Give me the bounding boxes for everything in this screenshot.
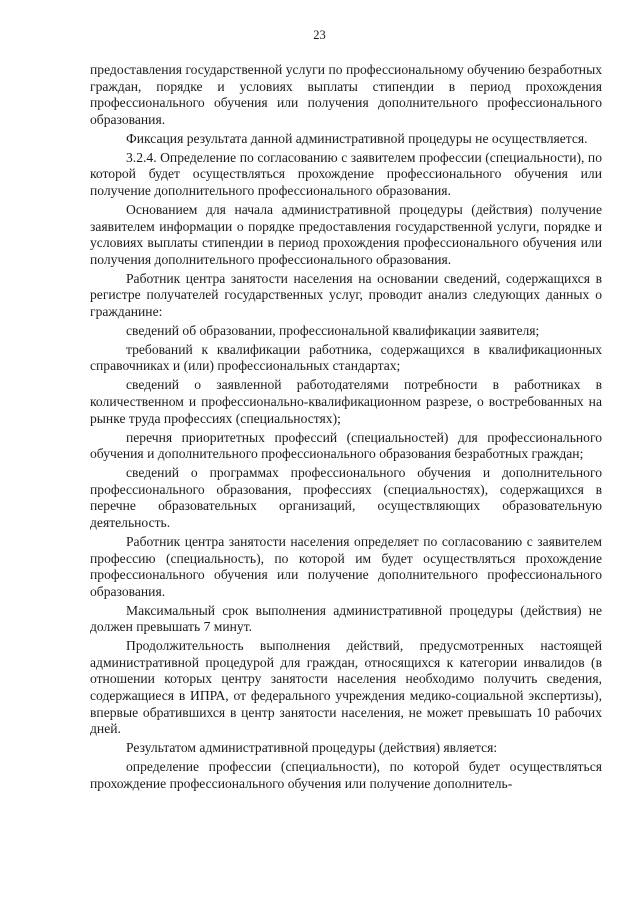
paragraph: Продолжительность выполнения действий, предусмотренных настоящей административной процедурой для граждан, относящихся к категории инвалидов (в отношении которых центру занятости населения необходимо получить сведения, содержащиеся в ИПРА, от федерального учреждения медико-социальной экспертизы), впервые обратившихся в центр занятости населения, не может превышать 10 рабочих дней. xyxy=(90,638,602,737)
section-heading-3-2-4: 3.2.4. Определение по согласованию с заявителем профессии (специальности), по которой будет осуществляться прохождение профессионального обучения или получение дополнительного профессионального образования. xyxy=(90,149,602,198)
document-body xyxy=(90,62,602,795)
paragraph: определение профессии (специальности), по которой будет осуществляться прохождение профессионального обучения или получение дополнитель- xyxy=(90,759,602,791)
list-item: сведений о программах профессионального обучения и дополнительного профессионального образования, профессиях (специальностях), содержащихся в перечне образовательных организаций, осуществляющих образовательную деятельность. xyxy=(90,465,602,530)
list-item: сведений о заявленной работодателями потребности в работниках в количественном и профессионально-квалификационном разрезе, о востребованных на рынке труда профессиях (специальностях); xyxy=(90,377,602,426)
page-number: 23 xyxy=(313,28,326,42)
paragraph: Работник центра занятости населения на основании сведений, содержащихся в регистре получателей государственных услуг, проводит анализ следующих данных о гражданине: xyxy=(90,270,602,319)
paragraph: Результатом административной процедуры (действия) является: xyxy=(126,740,498,756)
paragraph: Основанием для начала административной процедуры (действия) получение заявителем информации о порядке предоставления государственной услуги, порядке и условиях выплаты стипендии в период прохождения профессионального обучения или получения дополнительного профессионального образования. xyxy=(90,201,602,267)
paragraph: предоставления государственной услуги по профессиональному обучению безработных граждан, порядке и условиях выплаты стипендии в период прохождения профессионального обучения или получения дополнительного профессионального образования. xyxy=(90,62,602,127)
list-item: перечня приоритетных профессий (специальностей) для профессионального обучения и дополнительного профессионального образования безработных граждан; xyxy=(90,429,602,462)
paragraph: Работник центра занятости населения определяет по согласованию с заявителем профессию (специальность), по которой им будет осуществляться прохождение профессионального обучения или получение дополнительного профессионального образования. xyxy=(90,533,602,599)
list-item: требований к квалификации работника, содержащихся в квалификационных справочниках и (или) профессиональных стандартах; xyxy=(90,341,602,374)
paragraph: Максимальный срок выполнения административной процедуры (действия) не должен превышать 7 минут. xyxy=(90,602,602,635)
paragraph: Фиксация результата данной административной процедуры не осуществляется. xyxy=(126,130,588,146)
list-item: сведений об образовании, профессиональной квалификации заявителя; xyxy=(126,322,540,338)
